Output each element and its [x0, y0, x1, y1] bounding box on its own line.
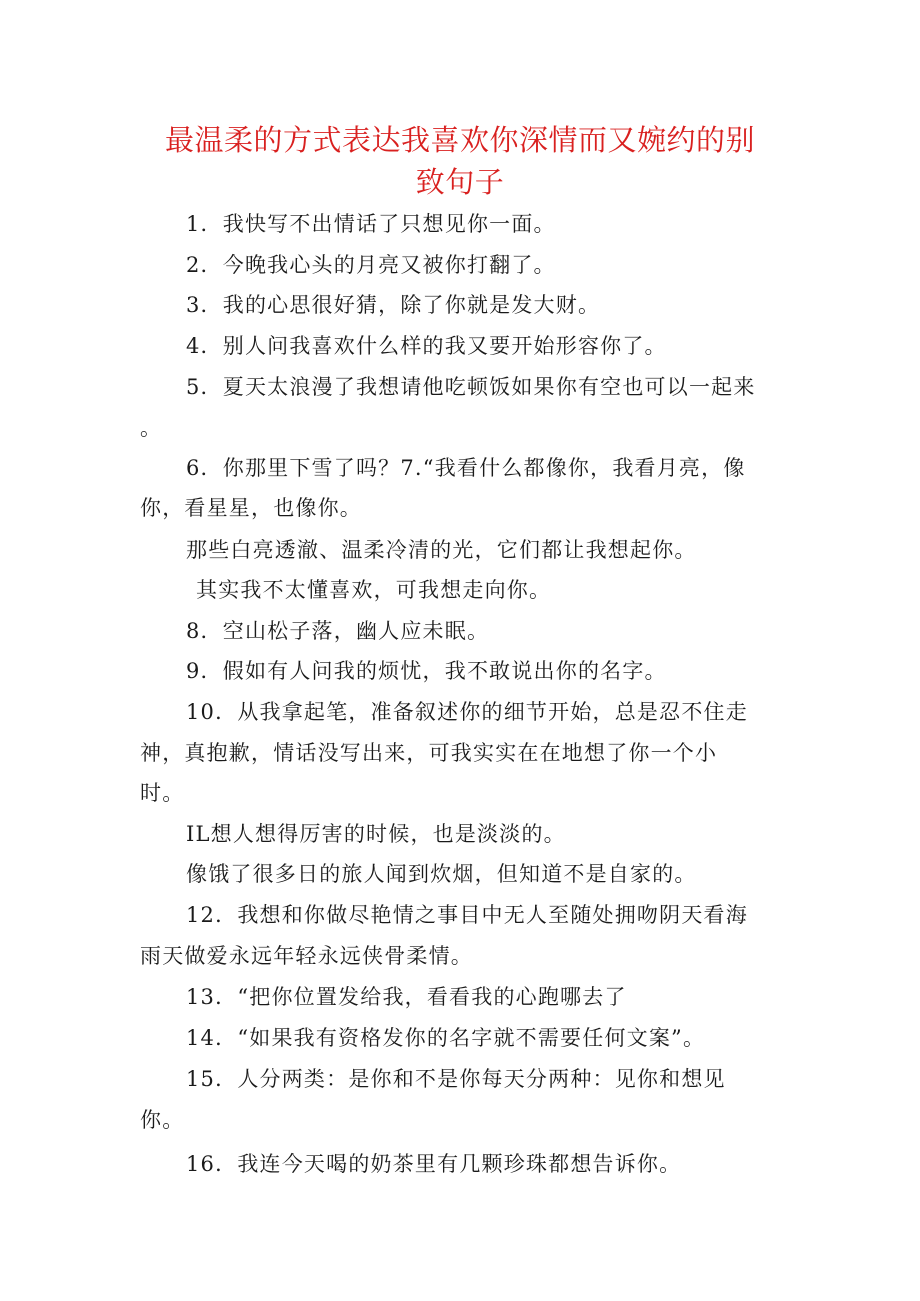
paragraph-line: 13．“把你位置发给我，看看我的心跑哪去了	[186, 985, 627, 1009]
paragraph-line: 雨天做爱永远年轻永远侠骨柔情。	[140, 944, 473, 968]
paragraph-line: 9．假如有人问我的烦忧，我不敢说出你的名字。	[186, 659, 667, 683]
paragraph-line: 你。	[140, 1108, 185, 1132]
paragraph-line: 你，看星星，也像你。	[140, 496, 362, 520]
paragraph-line: 4．别人问我喜欢什么样的我又要开始形容你了。	[186, 334, 667, 358]
document-title-line-1: 最温柔的方式表达我喜欢你深情而又婉约的别	[164, 123, 755, 157]
paragraph-line: 15．人分两类：是你和不是你每天分两种：见你和想见	[186, 1067, 726, 1091]
paragraph-line: 神，真抱歉，情话没写出来，可我实实在在地想了你一个小	[140, 741, 718, 765]
document-title-line-2: 致句子	[415, 165, 505, 199]
paragraph-line: 8．空山松子落，幽人应未眠。	[186, 619, 490, 643]
paragraph-line: 10．从我拿起笔，准备叙述你的细节开始，总是忍不住走	[186, 700, 748, 724]
paragraph-line: 14．“如果我有资格发你的名字就不需要任何文案”。	[186, 1026, 706, 1050]
paragraph-line: 1．我快写不出情话了只想见你一面。	[186, 212, 556, 236]
paragraph-line: 时。	[140, 781, 185, 805]
paragraph-line: 那些白亮透澈、温柔冷清的光，它们都让我想起你。	[186, 538, 697, 562]
paragraph-line: 其实我不太懂喜欢，可我想走向你。	[196, 578, 552, 602]
paragraph-line: 5．夏天太浪漫了我想请他吃顿饭如果你有空也可以一起来	[186, 375, 756, 399]
paragraph-line: 6．你那里下雪了吗？7.“我看什么都像你，我看月亮，像	[186, 456, 746, 480]
paragraph-line: 2．今晚我心头的月亮又被你打翻了。	[186, 253, 556, 277]
paragraph-line: 3．我的心思很好猜，除了你就是发大财。	[186, 293, 601, 317]
paragraph-line: IL想人想得厉害的时候，也是淡淡的。	[186, 822, 566, 846]
paragraph-line: 像饿了很多日的旅人闻到炊烟，但知道不是自家的。	[186, 862, 697, 886]
paragraph-line: 16．我连今天喝的奶茶里有几颗珍珠都想告诉你。	[186, 1152, 682, 1176]
paragraph-line: 12．我想和你做尽艳情之事目中无人至随处拥吻阴天看海	[186, 903, 748, 927]
paragraph-line: 。	[140, 416, 163, 440]
